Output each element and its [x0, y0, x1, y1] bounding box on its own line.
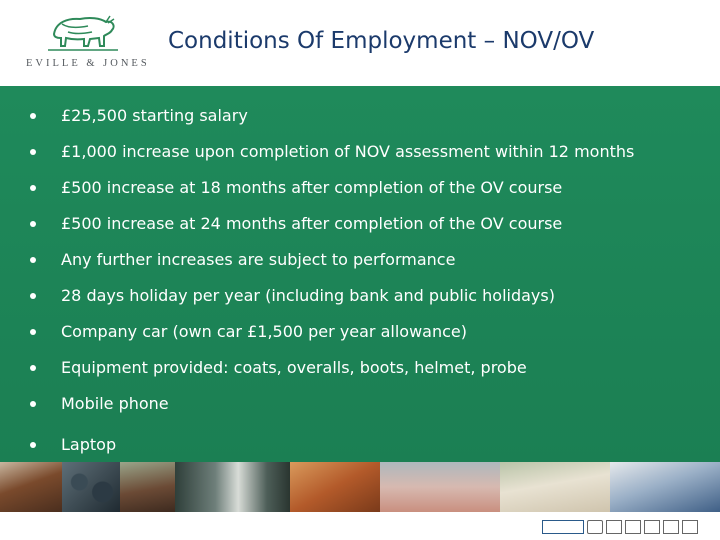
- list-item: [30, 393, 710, 415]
- bullet-icon: [30, 257, 36, 263]
- list-item-text: Equipment provided: coats, overalls, boots, helmet, probe: [61, 358, 527, 377]
- inspectors-photo: [175, 462, 290, 512]
- list-item: [30, 321, 710, 343]
- accreditation-logos: [542, 520, 698, 534]
- accreditation-badge-icon: [663, 520, 679, 534]
- list-item-text: £500 increase at 24 months after completion of the OV course: [61, 214, 563, 233]
- bullet-icon: [30, 365, 36, 371]
- sheep-photo: [500, 462, 610, 512]
- bullet-icon: [30, 221, 36, 227]
- bullet-icon: [30, 293, 36, 299]
- list-item-text: Mobile phone: [61, 394, 169, 413]
- logo-wordmark: EVILLE & JONES: [26, 58, 150, 69]
- bullet-icon: [30, 329, 36, 335]
- list-item: [30, 177, 710, 199]
- bullet-icon: [30, 401, 36, 407]
- list-item: [30, 141, 710, 163]
- cattle-herd-photo: [120, 462, 175, 512]
- processing-photo: [380, 462, 500, 512]
- poultry-photo: [290, 462, 380, 512]
- list-item: [30, 249, 710, 271]
- page-title: Conditions Of Employment – NOV/OV: [168, 28, 595, 54]
- bullet-icon: [30, 185, 36, 191]
- bullet-icon: [30, 149, 36, 155]
- list-item-text: £500 increase at 18 months after completion of the OV course: [61, 178, 563, 197]
- list-item-text: £25,500 starting salary: [61, 106, 248, 125]
- list-item-text: £1,000 increase upon completion of NOV assessment within 12 months: [61, 142, 635, 161]
- slide-header: [0, 0, 720, 86]
- accreditation-badge-icon: [606, 520, 622, 534]
- list-item-text: Any further increases are subject to performance: [61, 250, 456, 269]
- list-item: [30, 213, 710, 235]
- list-item-text: Laptop: [61, 435, 117, 454]
- accreditation-badge-icon: [682, 520, 698, 534]
- bullet-icon: [30, 442, 36, 448]
- list-item: [30, 105, 710, 127]
- photo-strip: [0, 462, 720, 512]
- list-item: [30, 357, 710, 379]
- accreditation-badge-icon: [542, 520, 584, 534]
- cattle-photo: [0, 462, 62, 512]
- content-panel: [0, 86, 720, 464]
- cattle-logo-icon: [48, 8, 118, 52]
- mussels-photo: [62, 462, 120, 512]
- list-item-text: 28 days holiday per year (including bank and public holidays): [61, 286, 555, 305]
- list-item: [30, 285, 710, 307]
- list-item: [30, 434, 710, 456]
- slide-footer: [0, 512, 720, 540]
- accreditation-badge-icon: [625, 520, 641, 534]
- list-item-text: Company car (own car £1,500 per year allowance): [61, 322, 467, 341]
- worker-photo: [610, 462, 720, 512]
- accreditation-badge-icon: [644, 520, 660, 534]
- bullet-icon: [30, 113, 36, 119]
- accreditation-badge-icon: [587, 520, 603, 534]
- company-logo: [18, 8, 158, 74]
